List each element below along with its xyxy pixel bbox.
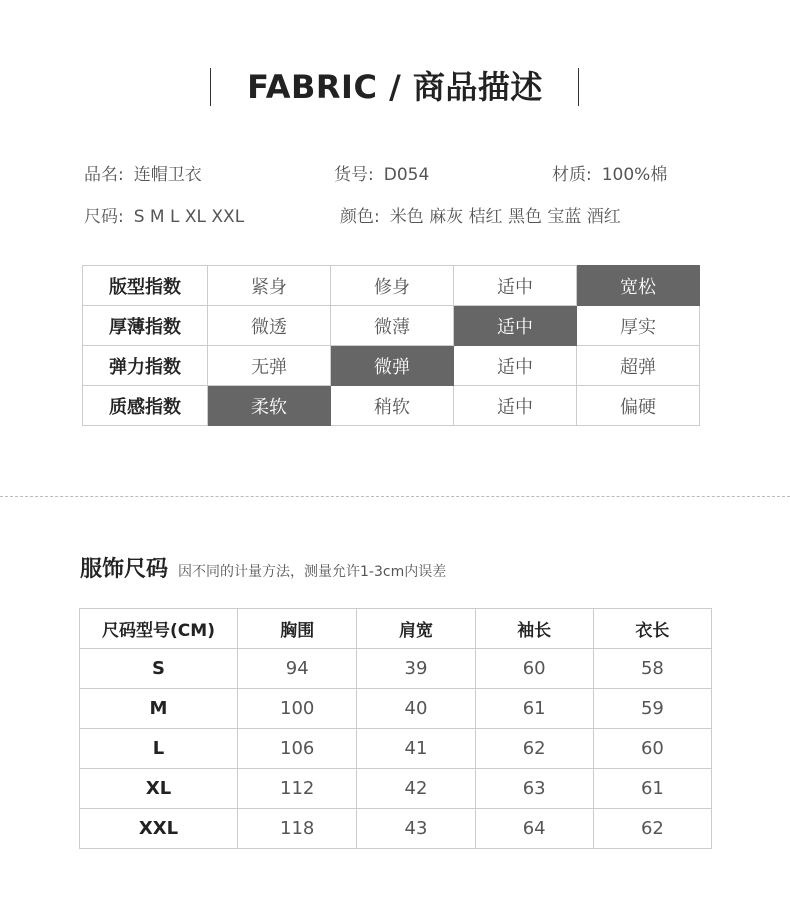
size-row [80,649,712,689]
size-cell: 62 [593,809,711,849]
index-option: 无弹 [208,346,331,386]
size-cell: 43 [357,809,475,849]
size-cell: 39 [357,649,475,689]
info-name-value: 连帽卫衣 [133,165,202,185]
index-row-elasticity [83,346,700,386]
info-name [84,164,202,186]
size-header-cell: 袖长 [475,609,593,649]
size-cell: 106 [238,729,357,769]
fabric-index-table [82,265,700,426]
size-row [80,729,712,769]
info-code [334,164,429,186]
info-material-value: 100%棉 [601,165,668,185]
size-cell: 59 [593,689,711,729]
index-option: 修身 [331,266,454,306]
section-divider [0,496,790,497]
title-block [0,66,790,108]
index-option: 适中 [454,266,577,306]
size-chart-table [79,608,712,849]
index-option: 适中 [454,346,577,386]
index-option: 稍软 [331,386,454,426]
info-color-label: 颜色: [340,207,380,227]
size-cell: S [80,649,238,689]
info-code-label: 货号: [334,165,374,185]
size-section-header [80,552,446,583]
size-cell: 40 [357,689,475,729]
info-size-label: 尺码: [84,207,124,227]
index-option: 偏硬 [577,386,700,426]
index-label: 厚薄指数 [83,306,208,346]
info-color-value: 米色 麻灰 桔红 黑色 宝蓝 酒红 [389,207,621,227]
size-section-title: 服饰尺码 [80,557,169,582]
size-cell: L [80,729,238,769]
info-material [552,164,667,186]
size-row [80,689,712,729]
size-cell: 94 [238,649,357,689]
info-size-value: S M L XL XXL [133,207,245,227]
index-label: 版型指数 [83,266,208,306]
size-header-cell: 衣长 [593,609,711,649]
index-option: 柔软 [208,386,331,426]
size-cell: 61 [475,689,593,729]
index-option: 超弹 [577,346,700,386]
index-option: 微透 [208,306,331,346]
size-cell: 118 [238,809,357,849]
size-section-note: 因不同的计量方法，测量允许1-3cm内误差 [178,564,447,580]
size-cell: 112 [238,769,357,809]
size-header-cell: 尺码型号(CM) [80,609,238,649]
info-name-label: 品名: [84,165,124,185]
size-cell: XXL [80,809,238,849]
index-row-fit [83,266,700,306]
info-code-value: D054 [383,165,430,185]
index-option: 宽松 [577,266,700,306]
size-header-cell: 肩宽 [357,609,475,649]
info-size [84,206,244,228]
size-cell: M [80,689,238,729]
size-cell: 63 [475,769,593,809]
size-cell: 60 [475,649,593,689]
size-cell: 42 [357,769,475,809]
index-row-texture [83,386,700,426]
title-divider-right [578,68,579,106]
size-cell: 61 [593,769,711,809]
index-label: 弹力指数 [83,346,208,386]
info-color [340,206,621,228]
size-cell: XL [80,769,238,809]
size-cell: 64 [475,809,593,849]
info-material-label: 材质: [552,165,592,185]
size-header-row [80,609,712,649]
index-option: 适中 [454,306,577,346]
index-option: 适中 [454,386,577,426]
index-option: 厚实 [577,306,700,346]
size-header-cell: 胸围 [238,609,357,649]
size-cell: 41 [357,729,475,769]
size-row [80,769,712,809]
size-cell: 62 [475,729,593,769]
index-option: 微弹 [331,346,454,386]
size-cell: 58 [593,649,711,689]
page-title: FABRIC / 商品描述 [247,68,543,106]
index-row-thickness [83,306,700,346]
index-option: 微薄 [331,306,454,346]
index-label: 质感指数 [83,386,208,426]
size-cell: 60 [593,729,711,769]
index-option: 紧身 [208,266,331,306]
size-cell: 100 [238,689,357,729]
size-row [80,809,712,849]
